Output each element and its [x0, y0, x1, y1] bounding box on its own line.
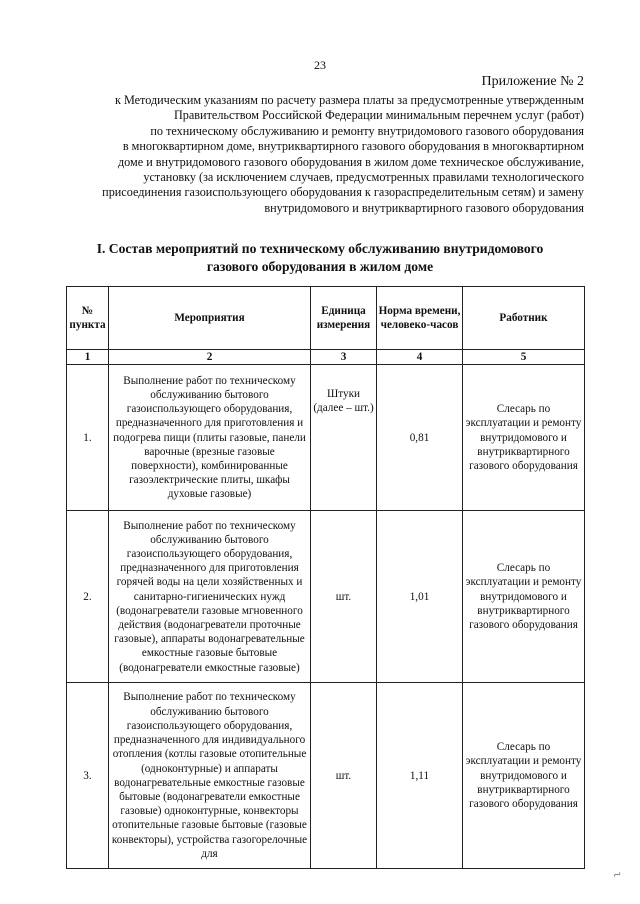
column-number-row — [67, 350, 585, 365]
scan-mark: ~ — [611, 867, 625, 884]
row-norm: 1,01 — [377, 511, 463, 683]
row-num: 1. — [67, 365, 109, 511]
row-unit: Штуки (далее – шт.) — [311, 365, 377, 511]
section-title-line: газового оборудования в жилом доме — [206, 259, 434, 274]
header-worker: Работник — [463, 287, 585, 350]
appendix-line: внутридомового и внутриквартирного газового оборудования — [264, 200, 584, 215]
row-worker: Слесарь по эксплуатации и ремонту внутридомового и внутриквартирного газового оборудования — [463, 511, 585, 683]
row-activity: Выполнение работ по техническому обслуживанию бытового газоиспользующего оборудования, предназначенного для приготовления и подогрева пищи (плиты газовые, панели варочные (врезные газовые поверхности), комбинированные газоэлектрические плиты, шкафы духовые газовые) — [109, 365, 311, 511]
column-number: 4 — [377, 350, 463, 365]
row-activity: Выполнение работ по техническому обслуживанию бытового газоиспользующего оборудования, предназначенного для индивидуального отопления (котлы газовые отопительные (одноконтурные) и аппараты водонагревательные емкостные газовые бытовые (водонагреватели емкостные газовые) одноконтурные, конвекторы отопительные газовые бытовые (газовые конвекторы), устройства газогорелочные для — [109, 683, 311, 869]
row-num: 2. — [67, 511, 109, 683]
row-unit: шт. — [311, 683, 377, 869]
section-title — [0, 240, 640, 276]
header-norm: Норма времени, человеко-часов — [377, 287, 463, 350]
column-number: 5 — [463, 350, 585, 365]
column-number: 2 — [109, 350, 311, 365]
table-row — [67, 365, 585, 511]
row-norm: 0,81 — [377, 365, 463, 511]
header-unit: Единица измерения — [311, 287, 377, 350]
table-header-row — [67, 287, 585, 350]
appendix-line: установку (за исключением случаев, предусмотренных правилами технологического — [143, 170, 584, 185]
appendix-line: к Методическим указаниям по расчету размера платы за предусмотренные утвержденным — [115, 93, 584, 107]
appendix-line: в многоквартирном доме, внутриквартирного газового оборудования в многоквартирном — [122, 139, 584, 154]
column-number: 1 — [67, 350, 109, 365]
appendix-line: по техническому обслуживанию и ремонту внутридомового газового оборудования — [150, 123, 584, 138]
row-unit: шт. — [311, 511, 377, 683]
header-num: № пункта — [67, 287, 109, 350]
appendix-line: присоединения газоиспользующего оборудования к газораспределительным сетям) и замену — [102, 185, 584, 200]
row-worker: Слесарь по эксплуатации и ремонту внутридомового и внутриквартирного газового оборудования — [463, 365, 585, 511]
appendix-subtitle — [44, 93, 584, 216]
table-row — [67, 511, 585, 683]
appendix-line: Правительством Российской Федерации минимальным перечнем услуг (работ) — [174, 108, 584, 123]
row-norm: 1,11 — [377, 683, 463, 869]
row-num: 3. — [67, 683, 109, 869]
row-worker: Слесарь по эксплуатации и ремонту внутридомового и внутриквартирного газового оборудования — [463, 683, 585, 869]
appendix-line: доме и внутридомового газового оборудования в жилом доме техническое обслуживание, — [117, 154, 584, 169]
page-number: 23 — [314, 58, 326, 72]
section-title-line: I. Состав мероприятий по техническому обслуживанию внутридомового — [96, 241, 544, 256]
activities-table — [66, 286, 585, 869]
table-row — [67, 683, 585, 869]
appendix-title: Приложение № 2 — [481, 74, 584, 89]
column-number: 3 — [311, 350, 377, 365]
header-activity: Мероприятия — [109, 287, 311, 350]
row-activity: Выполнение работ по техническому обслуживанию бытового газоиспользующего оборудования, предназначенного для приготовления горячей воды на цели хозяйственных и санитарно-гигиенических нужд (водонагреватели газовые мгновенного действия (водонагреватели проточные газовые), аппараты водонагревательные емкостные газовые бытовые (водонагреватели емкостные газовые) — [109, 511, 311, 683]
